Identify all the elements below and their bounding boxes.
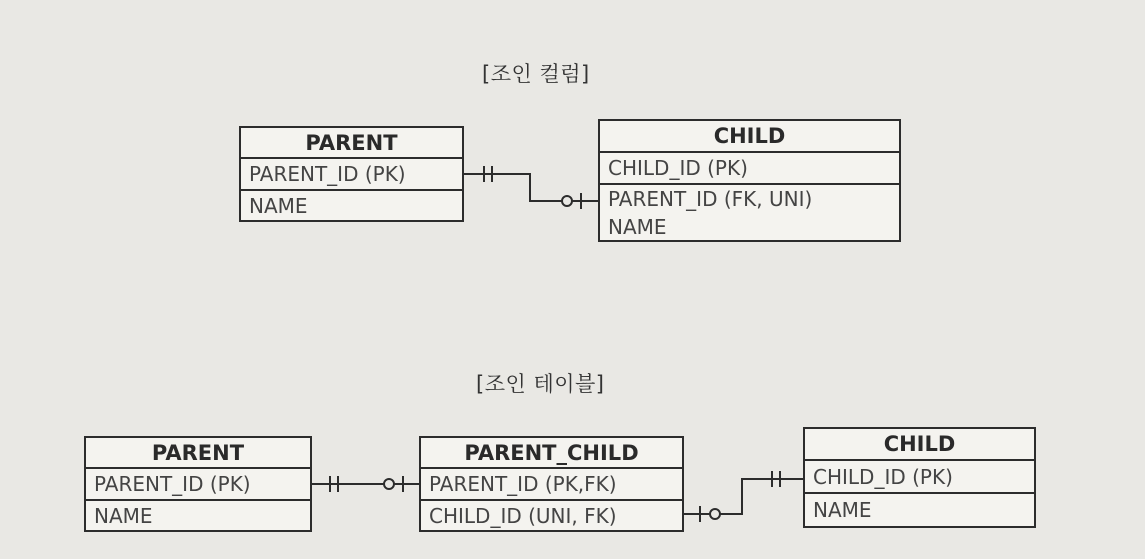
jt-child-col-name: NAME [813, 498, 872, 522]
jt-parent-child-col-child-id: CHILD_ID (UNI, FK) [429, 503, 617, 528]
join-table-caption: [조인 테이블] [476, 372, 605, 396]
jc-child-col-child-id: CHILD_ID (PK) [600, 153, 899, 185]
jt-parent-child-title: PARENT_CHILD [421, 438, 682, 469]
jc-child-title: CHILD [600, 121, 899, 153]
jc-parent-title: PARENT [241, 128, 462, 159]
jt-parent-child-col-parent-id: PARENT_ID (PK,FK) [421, 469, 682, 501]
jc-parent-col-parent-id: PARENT_ID (PK) [241, 159, 462, 191]
jt-parent-relationship-line [312, 476, 419, 492]
jt-parent-title: PARENT [86, 438, 310, 469]
jc-child-col-name: NAME [608, 214, 667, 239]
join-column-caption: [조인 컬럼] [482, 62, 590, 86]
jt-child-title: CHILD [805, 429, 1034, 461]
jc-parent-col-name: NAME [249, 193, 308, 218]
jt-child-col-child-id: CHILD_ID (PK) [805, 461, 1034, 494]
jc-child-col-parent-id: PARENT_ID (FK, UNI) [608, 187, 813, 211]
jt-parent-col-name: NAME [94, 503, 153, 528]
jt-child-relationship-line [684, 471, 803, 522]
jc-relationship-line [464, 166, 598, 209]
jt-parent-col-parent-id: PARENT_ID (PK) [86, 469, 310, 501]
